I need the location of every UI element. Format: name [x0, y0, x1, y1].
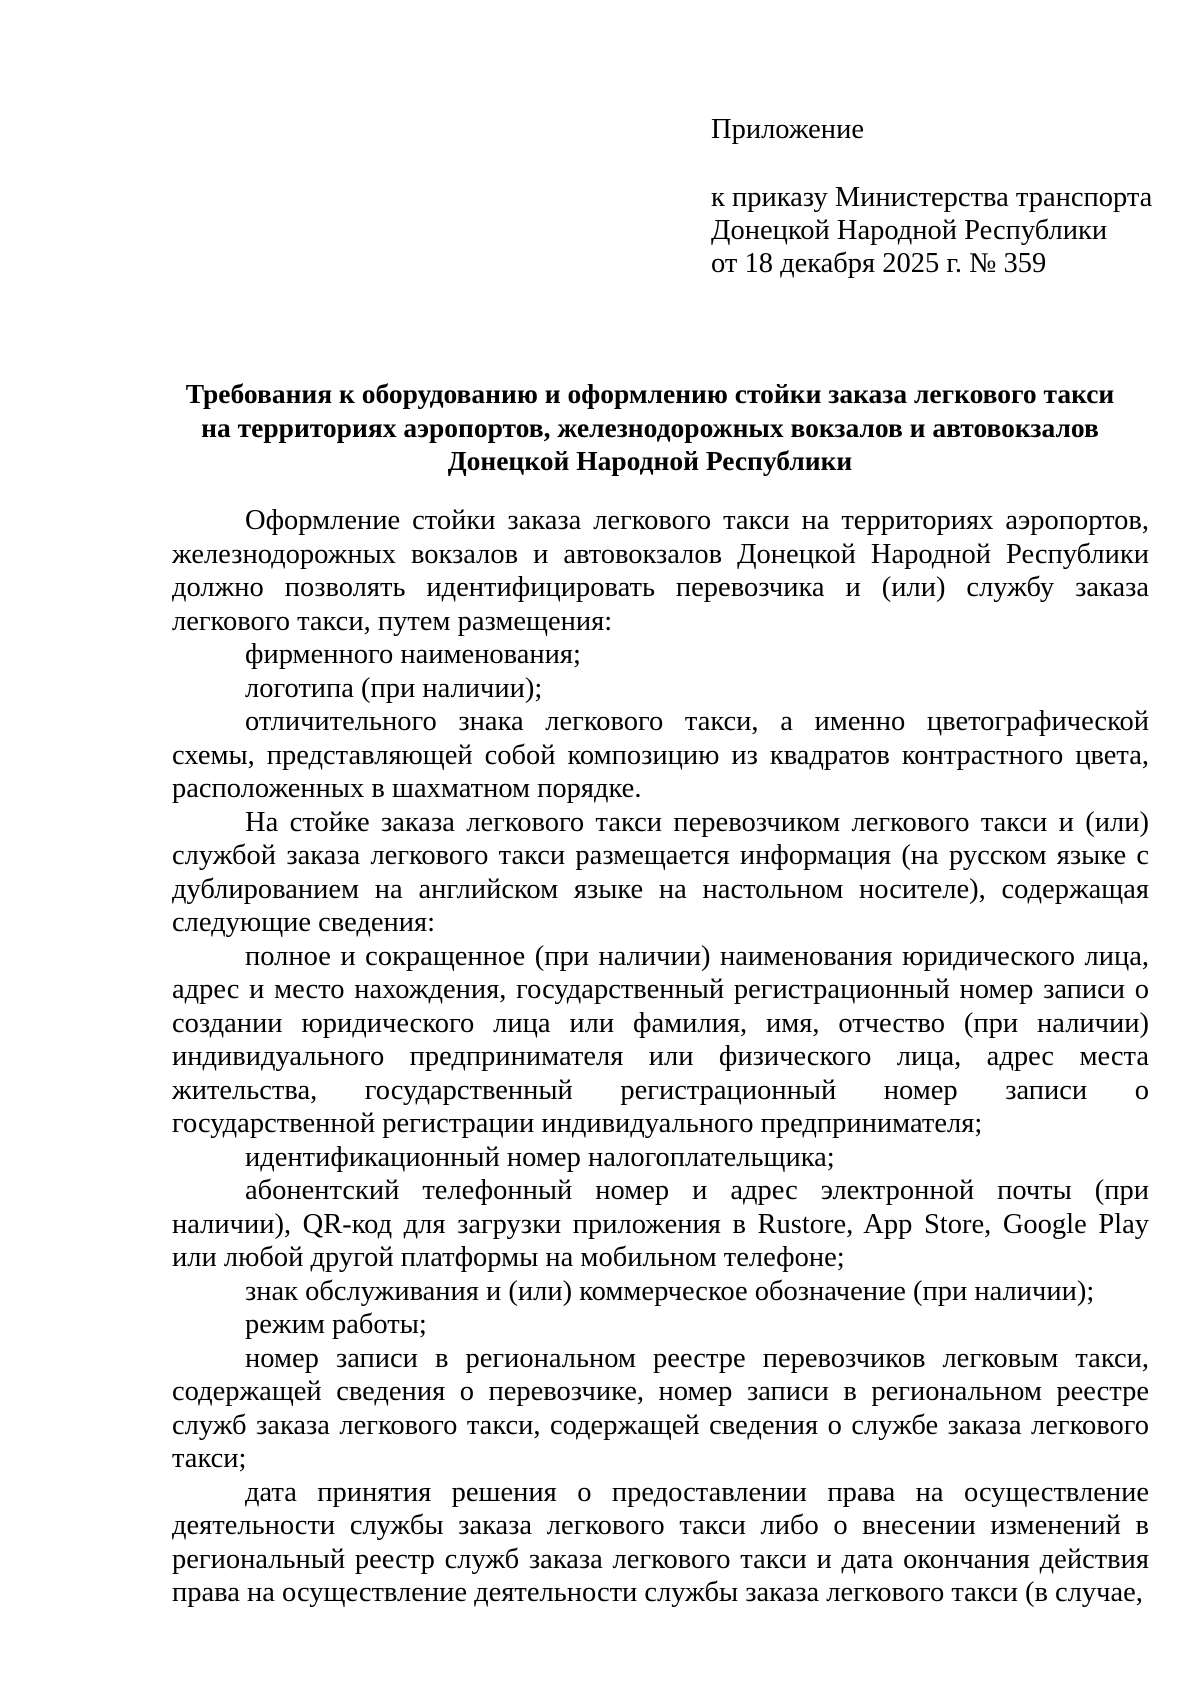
- annex-reference-line: от 18 декабря 2025 г. № 359: [711, 248, 1047, 279]
- paragraph: На стойке заказа легкового такси перевозчиком легкового такси и (или) службой заказа легкового такси размещается информация (на русском языке с дублированием на английском языке на настольном носителе), содержащая следующие сведения:: [172, 806, 1149, 938]
- document-title: [150, 377, 1150, 478]
- annex-reference-line: к приказу Министерства транспорта: [711, 182, 1153, 213]
- annex-reference: [711, 181, 1181, 280]
- list-item: фирменного наименования;: [245, 639, 581, 670]
- document-title-line: Требования к оборудованию и оформлению стойки заказа легкового такси: [185, 378, 1115, 409]
- list-item: логотипа (при наличии);: [245, 672, 543, 704]
- list-item: дата принятия решения о предоставлении права на осуществление деятельности службы заказа легкового такси либо о внесении изменений в региональный реестр служб заказа легкового такси и дата окончания действия права на осуществление деятельности службы заказа легкового такси (в случае,: [172, 1476, 1149, 1608]
- document-title-line: Донецкой Народной Республики: [447, 445, 853, 476]
- document-body: [172, 504, 1149, 1610]
- list-item: идентификационный номер налогоплательщика;: [245, 1141, 835, 1173]
- list-item: знак обслуживания и (или) коммерческое обозначение (при наличии);: [245, 1275, 1095, 1307]
- list-item: номер записи в региональном реестре перевозчиков легковым такси, содержащей сведения о перевозчике, номер записи в региональном реестре служб заказа легкового такси, содержащей сведения о службе заказа легкового такси;: [172, 1342, 1149, 1474]
- paragraph: Оформление стойки заказа легкового такси на территориях аэропортов, железнодорожных вокзалов и автовокзалов Донецкой Народной Республики должно позволять идентифицировать перевозчика и (или) службу заказа легкового такси, путем размещения:: [172, 505, 1149, 637]
- list-item: режим работы;: [245, 1309, 427, 1340]
- list-item: отличительного знака легкового такси, а именно цветографической схемы, представляющей собой композицию из квадратов контрастного цвета, расположенных в шахматном порядке.: [172, 706, 1149, 804]
- annex-title: Приложение: [711, 114, 864, 145]
- document-title-line: на территориях аэропортов, железнодорожных вокзалов и автовокзалов: [201, 411, 1099, 443]
- annex-reference-line: Донецкой Народной Республики: [711, 215, 1108, 246]
- list-item: абонентский телефонный номер и адрес электронной почты (при наличии), QR-код для загрузки приложения в Rustore, App Store, Google Play или любой другой платформы на мобильном телефоне;: [172, 1175, 1149, 1273]
- list-item: полное и сокращенное (при наличии) наименования юридического лица, адрес и место нахождения, государственный регистрационный номер записи о создании юридического лица или фамилия, имя, отчество (при наличии) индивидуального предпринимателя или физического лица, адрес места жительства, государственный регистрационный номер записи о государственной регистрации индивидуального предпринимателя;: [172, 940, 1149, 1139]
